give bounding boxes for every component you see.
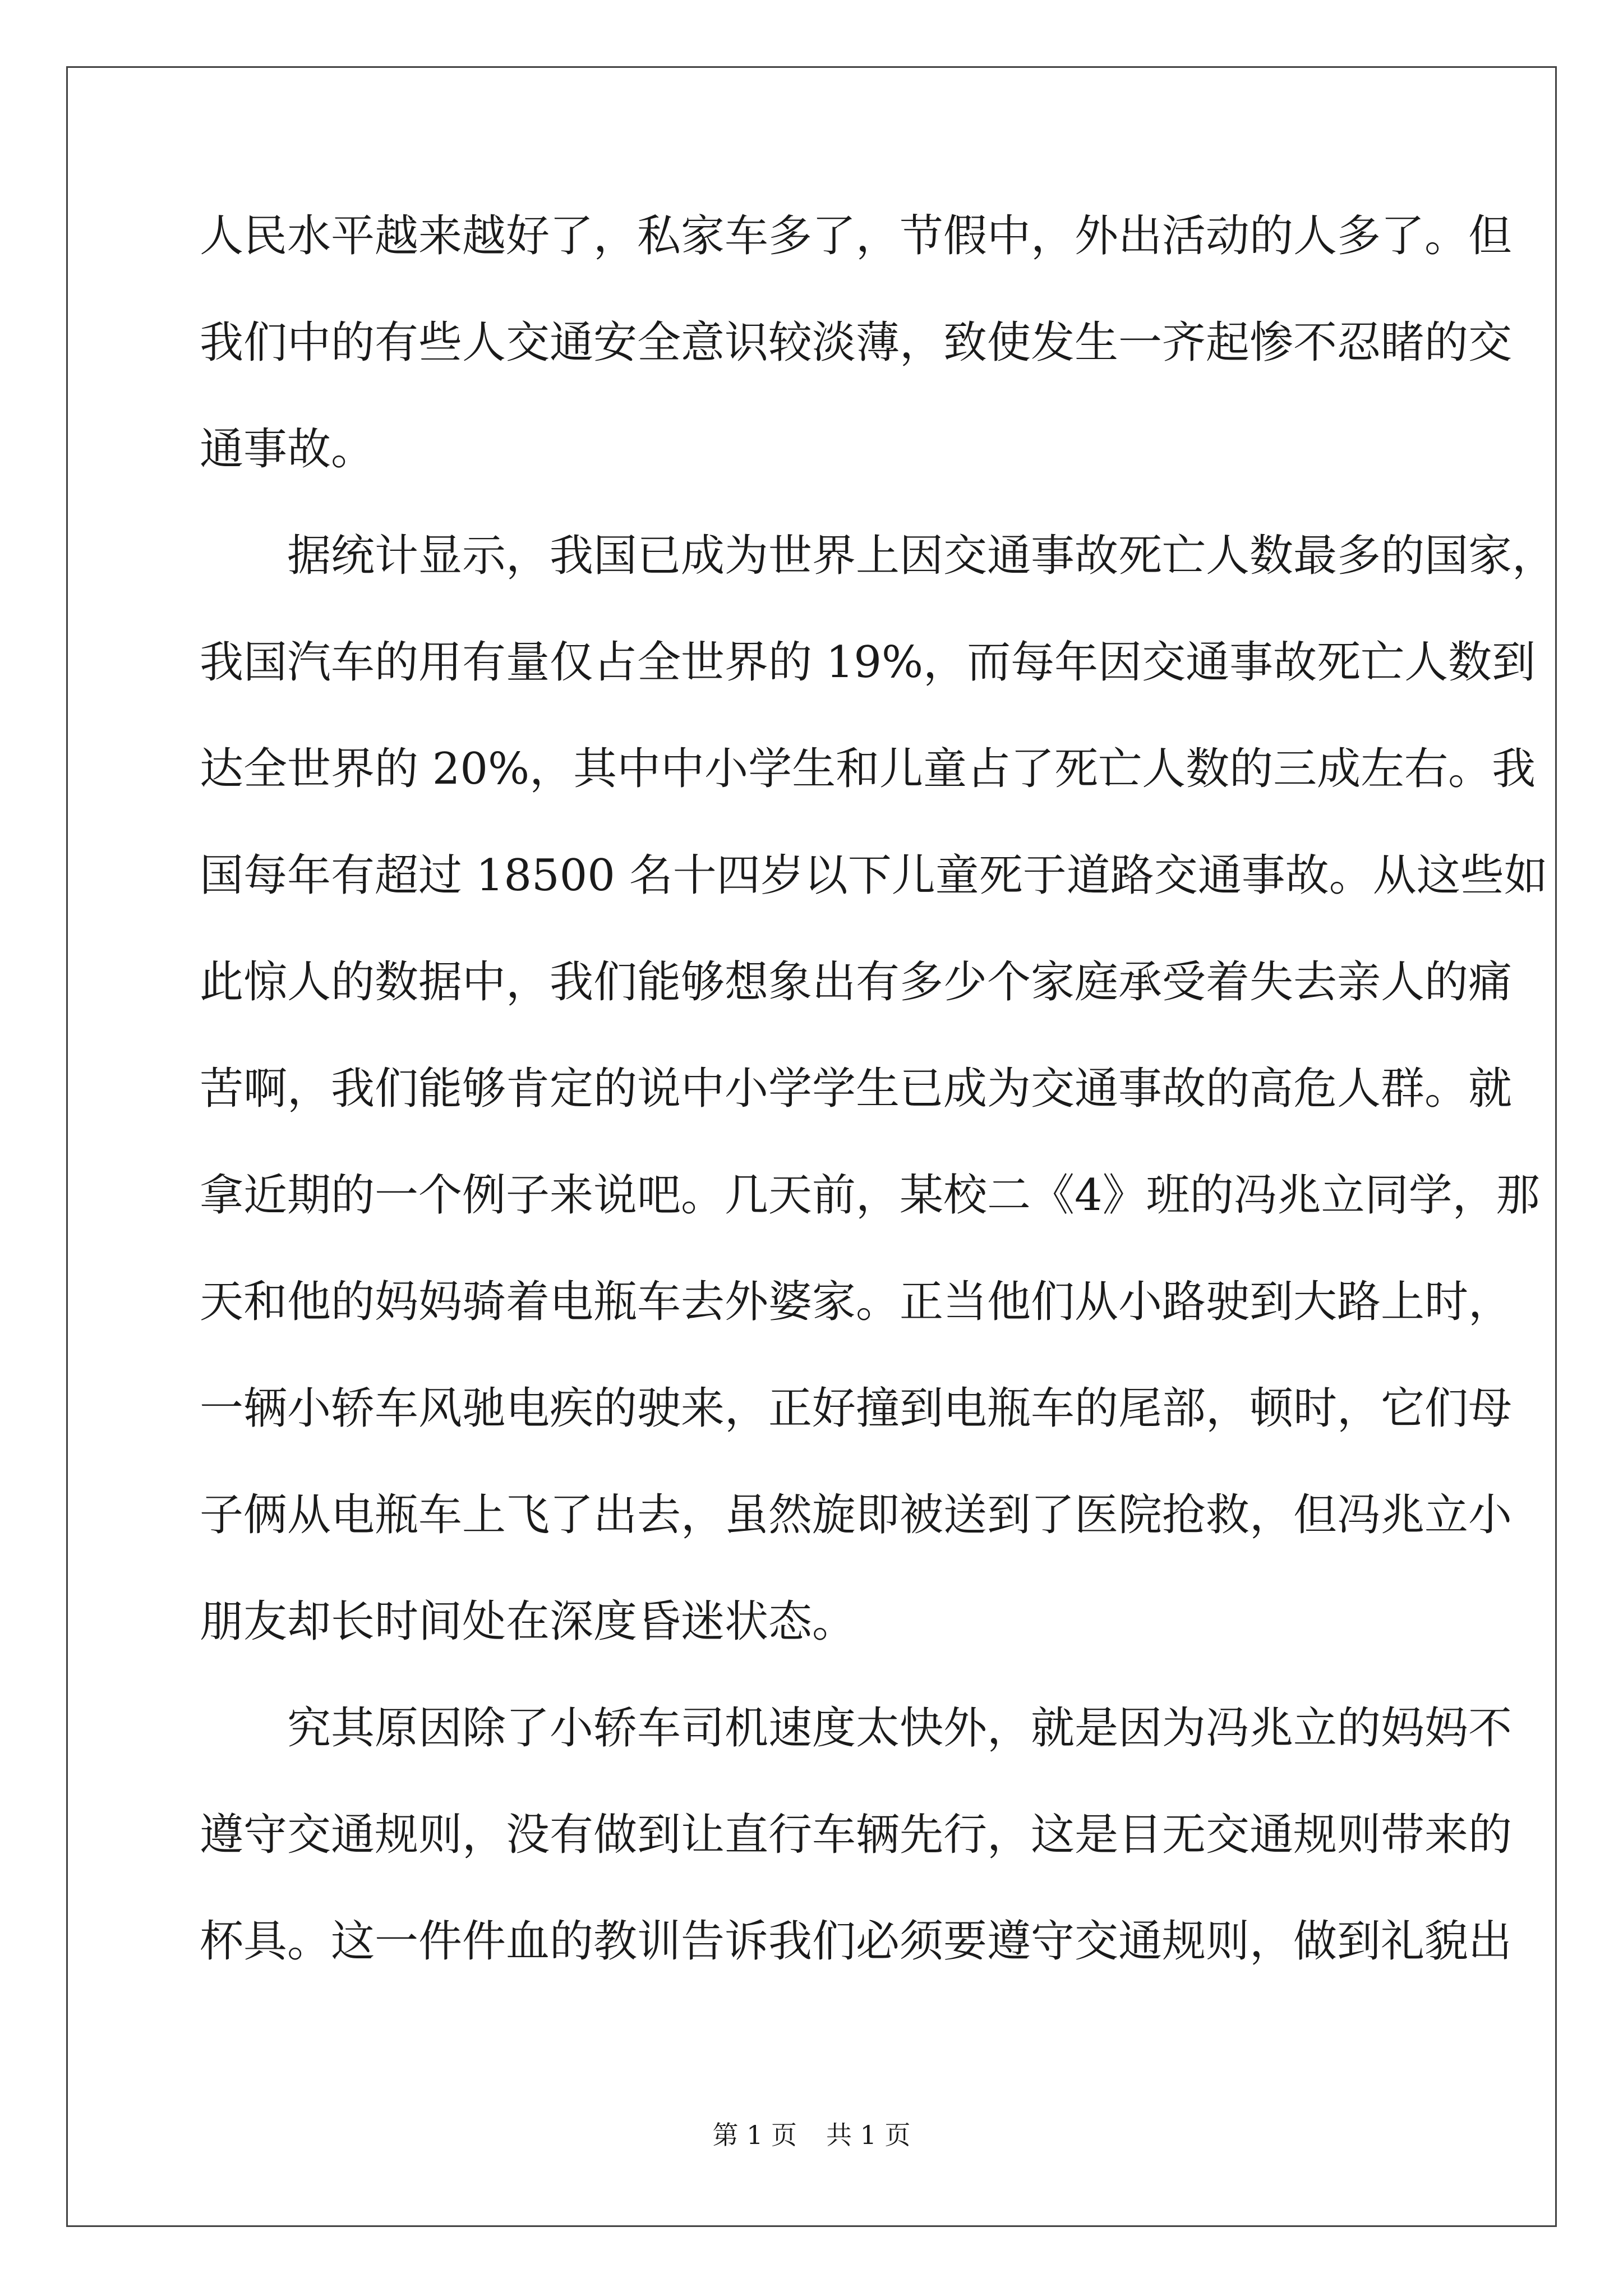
text-line: 此惊人的数据中，我们能够想象出有多少个家庭承受着失去亲人的痛: [200, 957, 1513, 1007]
paragraph-1: [200, 183, 1513, 503]
text-line: 我国汽车的用有量仅占全世界的 19%，而每年因交通事故死亡人数到: [200, 637, 1536, 688]
page-total: 共 1 页: [826, 2120, 911, 2150]
text-line: 苦啊，我们能够肯定的说中小学学生已成为交通事故的高危人群。就: [200, 1064, 1513, 1114]
text-line: 杯具。这一件件血的教训告诉我们必须要遵守交通规则，做到礼貌出: [200, 1916, 1513, 1967]
text-line: 拿近期的一个例子来说吧。几天前，某校二《4》班的冯兆立同学，那: [200, 1170, 1540, 1221]
text-line: 我们中的有些人交通安全意识较淡薄，致使发生一齐起惨不忍睹的交: [200, 318, 1513, 368]
document-body: [200, 183, 1556, 1995]
page-footer: [0, 2115, 1623, 2152]
text-line: 人民水平越来越好了，私家车多了，节假中，外出活动的人多了。但: [200, 211, 1513, 261]
text-line: 天和他的妈妈骑着电瓶车去外婆家。正当他们从小路驶到大路上时，: [200, 1277, 1513, 1327]
text-line: 据统计显示，我国已成为世界上因交通事故死亡人数最多的国家，: [287, 531, 1556, 581]
paragraph-3: [200, 1675, 1513, 1995]
text-line: 通事故。: [200, 424, 375, 475]
page-number: 第 1 页: [712, 2120, 797, 2150]
text-line: 究其原因除了小轿车司机速度太快外，就是因为冯兆立的妈妈不: [287, 1703, 1513, 1754]
text-line: 朋友却长时间处在深度昏迷状态。: [200, 1596, 856, 1647]
text-line: 子俩从电瓶车上飞了出去，虽然旋即被送到了医院抢救，但冯兆立小: [200, 1490, 1513, 1540]
text-line: 达全世界的 20%，其中中小学生和儿童占了死亡人数的三成左右。我: [200, 744, 1536, 794]
text-line: 国每年有超过 18500 名十四岁以下儿童死于道路交通事故。从这些如: [200, 850, 1548, 901]
text-line: 遵守交通规则，没有做到让直行车辆先行，这是目无交通规则带来的: [200, 1810, 1513, 1860]
paragraph-2: [200, 503, 1556, 1675]
text-line: 一辆小轿车风驰电疾的驶来，正好撞到电瓶车的尾部，顿时，它们母: [200, 1383, 1513, 1434]
